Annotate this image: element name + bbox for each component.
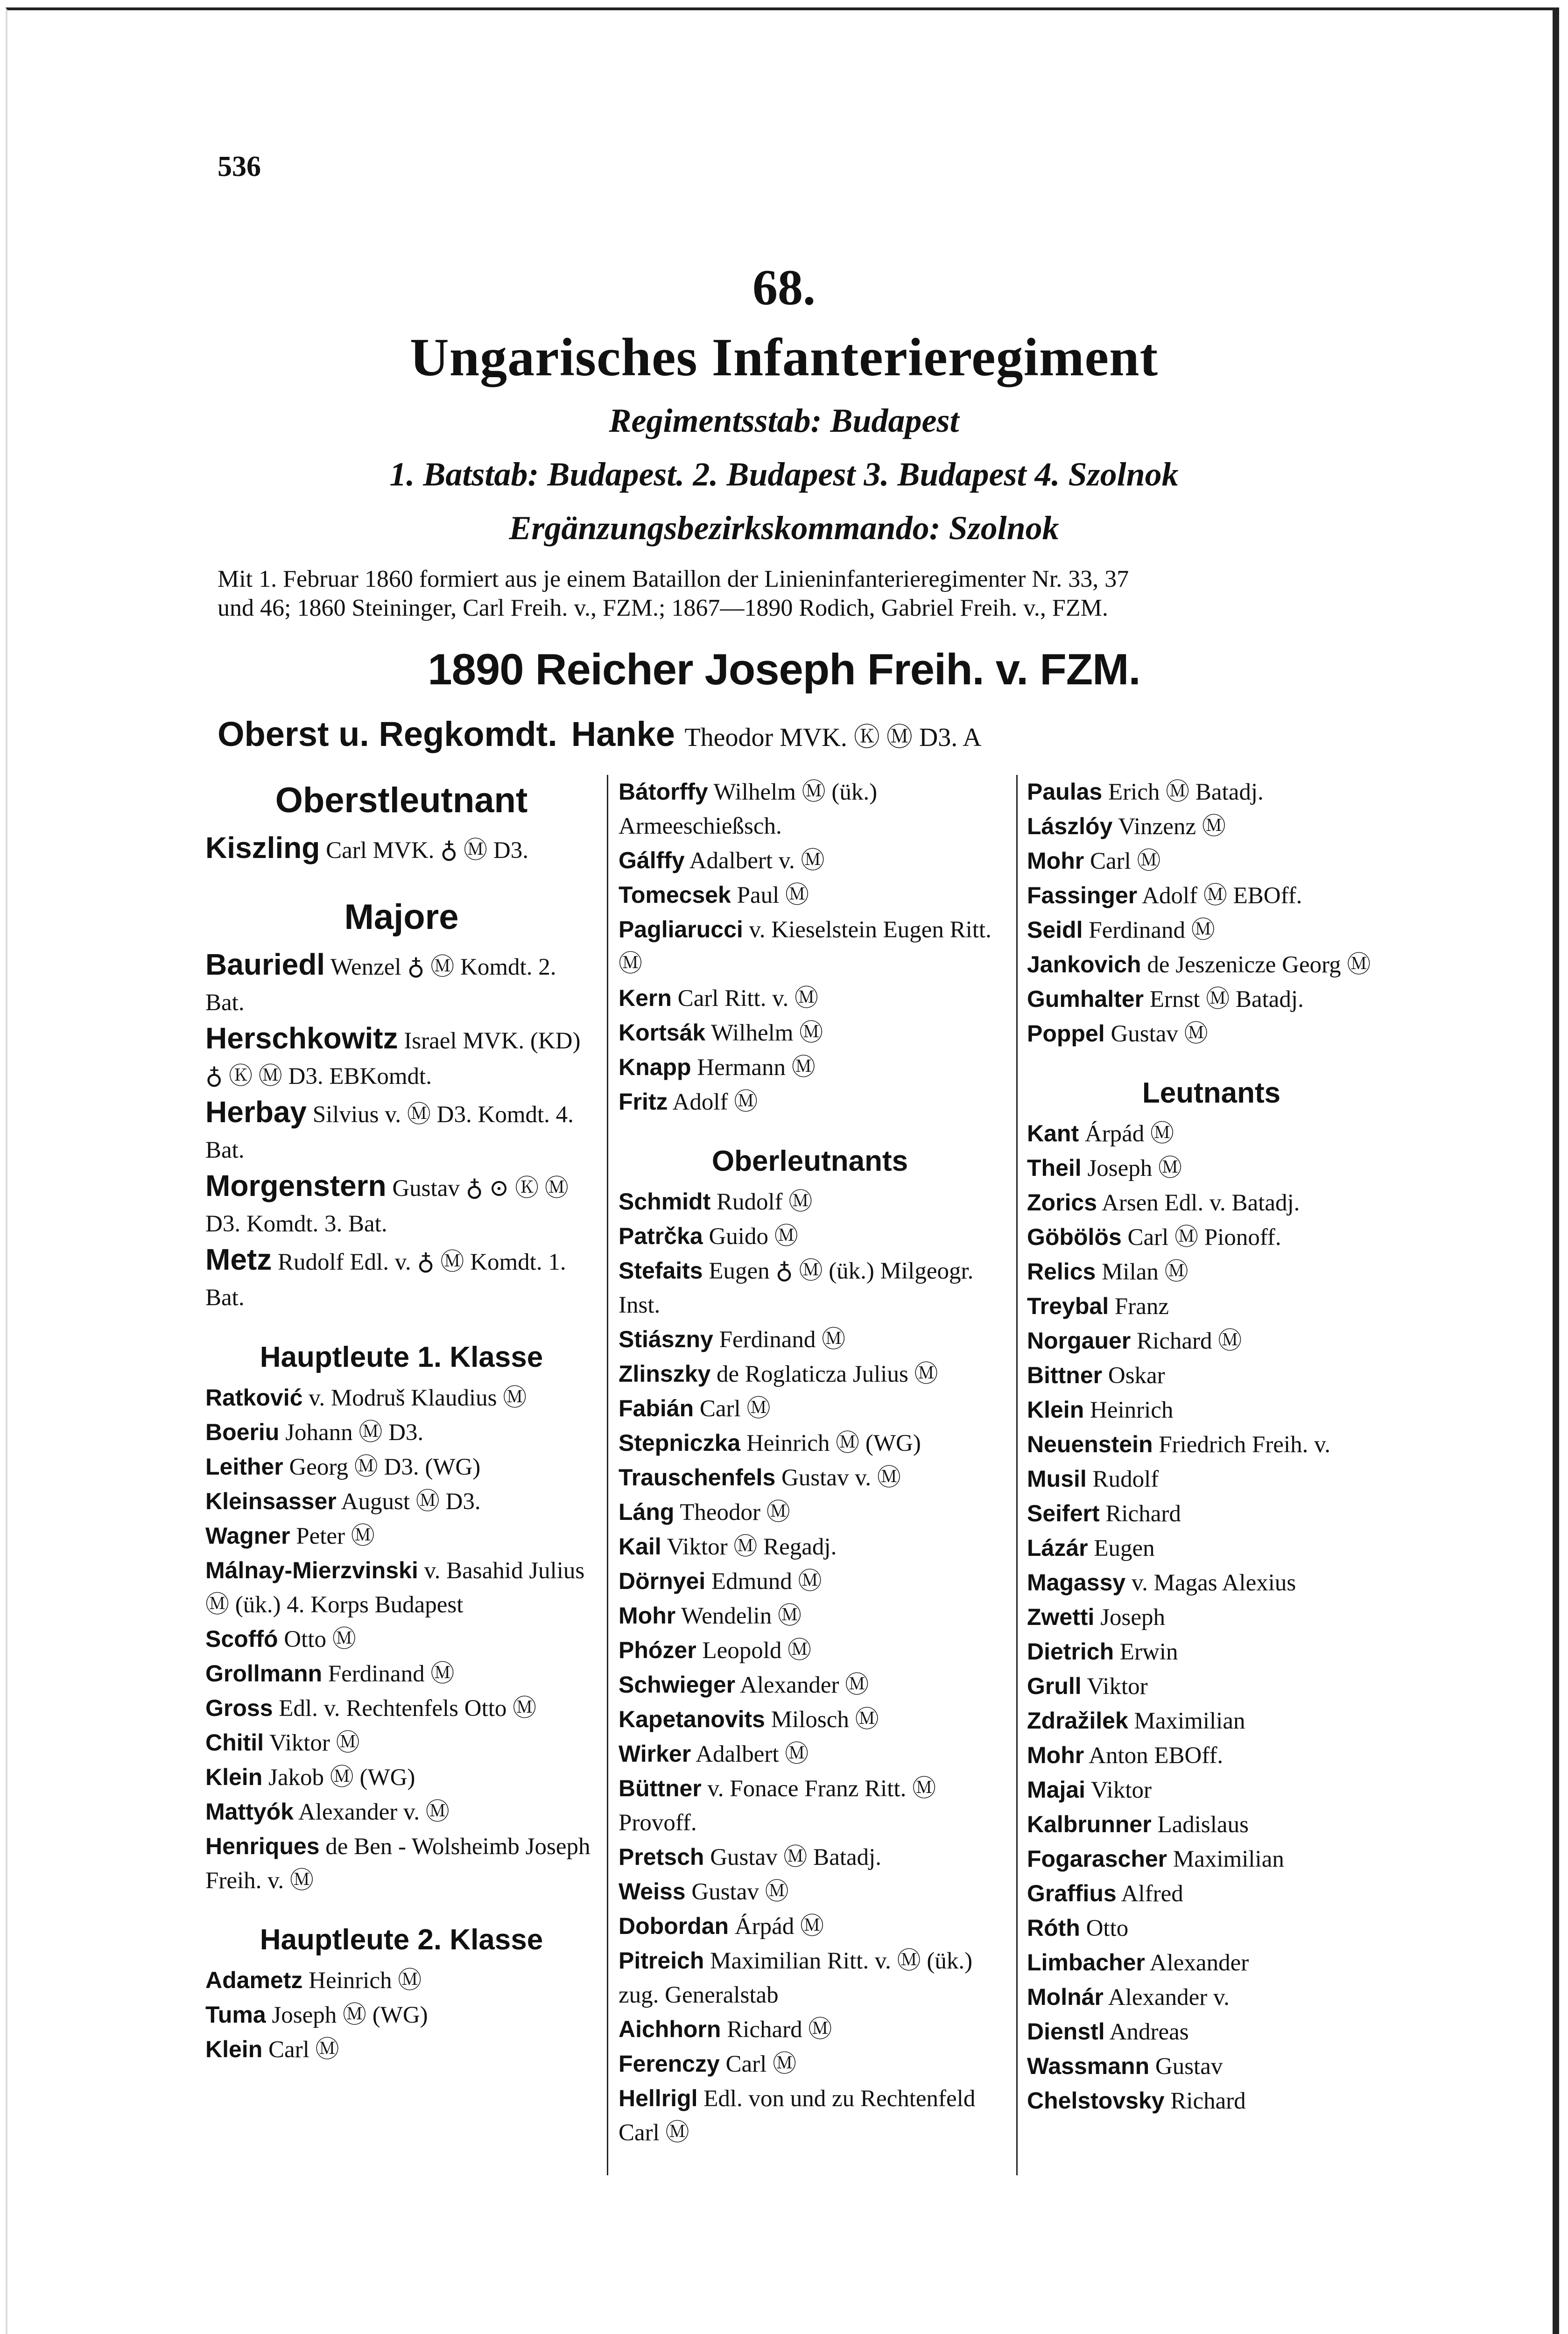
officer-details: Peter Ⓜ <box>290 1523 375 1549</box>
officer-surname: Mohr <box>1027 1742 1084 1768</box>
officer-entry <box>1027 913 1396 948</box>
officer-entry <box>1027 1980 1396 2015</box>
officer-entry <box>205 2032 598 2067</box>
officer-details: Eugen <box>1088 1535 1155 1561</box>
officer-surname: Büttner <box>619 1775 702 1801</box>
officer-entry <box>1027 879 1396 913</box>
officer-details: Carl Ⓜ <box>1084 848 1161 874</box>
officer-details: Alexander <box>1145 1950 1249 1976</box>
erganzung-line: Ergänzungsbezirkskommando: Szolnok <box>509 509 1059 547</box>
officer-surname: Lászlóy <box>1027 813 1113 839</box>
officer-entry <box>619 1322 1001 1357</box>
officer-surname: Theil <box>1027 1155 1082 1181</box>
officer-details: Edl. v. Rechtenfels Otto Ⓜ <box>273 1695 537 1722</box>
officer-surname: Knapp <box>619 1054 691 1080</box>
officer-entry <box>1027 844 1396 879</box>
officer-details: v. Kieselstein Eugen Ritt. Ⓜ <box>619 917 991 977</box>
officer-details: Richard <box>1099 1501 1181 1527</box>
officer-surname: Weiss <box>619 1878 686 1905</box>
officer-surname: Wagner <box>205 1523 290 1549</box>
officer-entry <box>205 1484 598 1519</box>
officer-entry <box>205 1691 598 1726</box>
officer-entry <box>619 844 1001 878</box>
officer-entry <box>1027 1566 1396 1600</box>
officer-details: de Roglaticza Julius Ⓜ <box>710 1361 938 1387</box>
officer-surname: Zlinszky <box>619 1361 711 1387</box>
officer-surname: Kail <box>619 1533 661 1560</box>
officer-surname: Kant <box>1027 1120 1079 1146</box>
officer-details: Erich Ⓜ Batadj. <box>1102 779 1264 805</box>
officer-details: Hermann Ⓜ <box>691 1055 816 1081</box>
officer-details: Rudolf Edl. v. ♁ Ⓜ Komdt. 1. Bat. <box>205 1249 566 1311</box>
officer-details: Vinzenz Ⓜ <box>1112 814 1226 840</box>
officer-entry <box>1027 1324 1396 1358</box>
officer-entry <box>1027 1017 1396 1051</box>
officer-entry <box>619 775 1001 844</box>
officer-entry <box>619 1461 1001 1495</box>
officer-surname: Phózer <box>619 1637 696 1663</box>
officer-surname: Bittner <box>1027 1362 1103 1388</box>
officer-surname: Chitil <box>205 1729 264 1756</box>
officer-surname: Aichhorn <box>619 2016 721 2042</box>
officer-entry <box>1027 1289 1396 1324</box>
section-spacer <box>205 868 598 892</box>
officer-entry <box>1027 1255 1396 1289</box>
officer-details: Silvius v. Ⓜ D3. Komdt. 4. Bat. <box>205 1102 574 1163</box>
officer-entry <box>205 1657 598 1691</box>
officer-entry <box>619 1495 1001 1530</box>
officer-details: de Ben - Wolsheimb Joseph Freih. v. Ⓜ <box>205 1834 591 1894</box>
officer-surname: Hellrigl <box>619 2085 698 2111</box>
officer-entry <box>205 1726 598 1760</box>
officer-entry <box>619 1426 1001 1461</box>
officer-surname: Stepniczka <box>619 1430 741 1456</box>
officer-entry <box>205 1554 598 1622</box>
officer-entry <box>205 1795 598 1829</box>
officer-entry <box>205 1168 598 1242</box>
officer-details: Jakob Ⓜ (WG) <box>262 1765 415 1791</box>
officer-details: Gustav v. Ⓜ <box>775 1465 901 1491</box>
officer-details: Carl Ⓜ Pionoff. <box>1121 1224 1281 1251</box>
officer-entry <box>205 1519 598 1554</box>
officer-details: Viktor <box>1085 1777 1152 1803</box>
officer-surname: Fabián <box>619 1395 694 1421</box>
officer-surname: Wassmann <box>1027 2053 1150 2079</box>
officer-details: Ferdinand Ⓜ <box>713 1327 846 1353</box>
officer-surname: Dobordan <box>619 1913 729 1939</box>
officer-details: v. Modruš Klaudius Ⓜ <box>302 1385 527 1411</box>
officer-entry <box>205 1381 598 1415</box>
officer-entry <box>619 878 1001 913</box>
officer-entry <box>619 1909 1001 1944</box>
officer-entry <box>619 1702 1001 1737</box>
officer-surname: Stiászny <box>619 1326 713 1352</box>
officer-entry <box>1027 1220 1396 1255</box>
officer-surname: Göbölös <box>1027 1224 1122 1250</box>
officer-details: Joseph Ⓜ (WG) <box>266 2002 428 2028</box>
officer-details: Maximilian <box>1128 1708 1245 1734</box>
officer-details: Carl Ⓜ <box>262 2037 339 2063</box>
officer-entry <box>1027 1946 1396 1980</box>
officer-entry <box>619 1737 1001 1772</box>
officer-surname: Zdražilek <box>1027 1708 1128 1734</box>
officer-entry <box>1027 1669 1396 1704</box>
officer-surname: Grull <box>1027 1673 1082 1699</box>
officer-details: Wendelin Ⓜ <box>675 1603 802 1629</box>
officer-details: Wilhelm Ⓜ (ük.) Armeeschießsch. <box>619 779 878 839</box>
officer-details: Milan Ⓜ <box>1096 1259 1188 1285</box>
officer-details: Ferdinand Ⓜ <box>1083 917 1215 943</box>
officer-surname: Boeriu <box>205 1419 280 1445</box>
officer-entry <box>619 1357 1001 1392</box>
officer-entry <box>1027 1427 1396 1462</box>
officer-details: Wilhelm Ⓜ <box>705 1020 823 1046</box>
officer-surname: Patrčka <box>619 1223 703 1249</box>
officer-details: Maximilian <box>1167 1846 1284 1872</box>
officer-details: Arsen Edl. v. Batadj. <box>1097 1190 1300 1216</box>
officer-details: Joseph Ⓜ <box>1081 1155 1182 1181</box>
officer-entry <box>619 1599 1001 1633</box>
officer-surname: Poppel <box>1027 1020 1105 1047</box>
officer-entry <box>1027 1600 1396 1635</box>
officer-details: Gustav ♁ ⊙ Ⓚ Ⓜ D3. Komdt. 3. Bat. <box>205 1175 569 1237</box>
column-divider <box>1016 775 1018 2175</box>
officer-surname: Málnay-Mierzvinski <box>205 1557 418 1583</box>
officer-surname: Kapetanovits <box>619 1706 765 1732</box>
officer-surname: Mohr <box>619 1603 676 1629</box>
section-heading: Leutnants <box>1142 1077 1281 1109</box>
officer-surname: Musil <box>1027 1466 1087 1492</box>
officer-entry <box>1027 2049 1396 2084</box>
officer-entry <box>619 1668 1001 1702</box>
officer-entry <box>205 830 598 868</box>
officer-surname: Fogarascher <box>1027 1846 1167 1872</box>
officer-surname: Mohr <box>1027 848 1084 874</box>
officer-entry <box>1027 809 1396 844</box>
officer-surname: Láng <box>619 1499 675 1525</box>
officer-surname: Schmidt <box>619 1188 711 1215</box>
officer-details: Richard Ⓜ <box>721 2017 832 2043</box>
batstab-line: 1. Batstab: Budapest. 2. Budapest 3. Budapest 4. Szolnok <box>389 456 1179 493</box>
officer-details: Eugen ♁ Ⓜ (ük.) Milgeogr. Inst. <box>619 1258 974 1318</box>
officer-surname: Herschkowitz <box>205 1021 398 1055</box>
officer-details: Leopold Ⓜ <box>696 1638 812 1664</box>
officer-entry <box>619 981 1001 1016</box>
officer-entry <box>619 2012 1001 2047</box>
officer-details: Heinrich Ⓜ <box>302 1968 422 1994</box>
officer-entry <box>1027 1531 1396 1566</box>
officer-surname: Ferenczy <box>619 2051 720 2077</box>
officer-details: Paul Ⓜ <box>731 882 809 908</box>
officer-details: Milosch Ⓜ <box>765 1707 879 1733</box>
officer-surname: Grollmann <box>205 1660 323 1687</box>
officer-surname: Stefaits <box>619 1258 703 1284</box>
officer-details: Rudolf <box>1086 1466 1159 1492</box>
officer-surname: Bauriedl <box>205 948 325 981</box>
officer-entry <box>619 1185 1001 1219</box>
officer-surname: Norgauer <box>1027 1328 1131 1354</box>
history-line: Mit 1. Februar 1860 formiert aus je einem Bataillon der Linieninfanterieregimenter Nr. 33, 37 <box>218 566 1129 592</box>
officer-surname: Graffius <box>1027 1880 1117 1906</box>
officer-entry <box>205 1760 598 1795</box>
officer-surname: Mattyók <box>205 1799 294 1825</box>
officer-details: Gustav Ⓜ <box>1104 1021 1208 1047</box>
officer-entry <box>1027 1186 1396 1220</box>
officer-details: Viktor Ⓜ Regadj. <box>661 1534 837 1560</box>
officer-details: Richard <box>1164 2088 1246 2114</box>
section-heading: Oberleutnants <box>711 1145 908 1177</box>
officer-surname: Treybal <box>1027 1293 1109 1319</box>
officer-details: Guido Ⓜ <box>703 1223 798 1250</box>
officer-entry <box>205 1829 598 1898</box>
officer-surname: Gross <box>205 1695 273 1721</box>
officer-surname: Róth <box>1027 1915 1080 1941</box>
officer-details: Otto <box>1080 1915 1129 1941</box>
officer-entry <box>1027 1635 1396 1669</box>
regiment-title: Ungarisches Infanterieregiment <box>409 328 1159 387</box>
officer-surname: Adametz <box>205 1967 303 1993</box>
officer-details: Árpád Ⓜ <box>729 1913 824 1940</box>
officer-surname: Zwetti <box>1027 1604 1095 1630</box>
officer-details: Wenzel ♁ Ⓜ Komdt. 2. Bat. <box>205 954 556 1016</box>
officer-entry <box>1027 1358 1396 1393</box>
officer-details: Ladislaus <box>1151 1812 1249 1838</box>
officer-entry <box>1027 982 1396 1017</box>
officer-surname: Schwieger <box>619 1672 736 1698</box>
officer-surname: Leither <box>205 1454 283 1480</box>
officer-details: v. Magas Alexius <box>1125 1570 1296 1596</box>
officer-surname: Magassy <box>1027 1569 1126 1596</box>
officer-surname: Seifert <box>1027 1500 1100 1526</box>
section-heading: Majore <box>344 897 459 937</box>
history-paragraph <box>218 565 1380 623</box>
section-heading: Oberstleutnant <box>275 780 528 820</box>
officer-surname: Dienstl <box>1027 2018 1105 2045</box>
officer-details: Viktor <box>1081 1673 1148 1700</box>
officer-details: Adolf Ⓜ <box>668 1089 758 1115</box>
officer-entry <box>619 2081 1001 2150</box>
officer-surname: Dietrich <box>1027 1638 1114 1665</box>
officer-details: Oskar <box>1102 1363 1165 1389</box>
oberst-detail: Theodor MVK. Ⓚ Ⓜ D3. A <box>684 723 982 752</box>
officer-details: Maximilian Ritt. v. Ⓜ (ük.) zug. Generalstab <box>619 1948 973 2008</box>
officer-entry <box>1027 1151 1396 1186</box>
officer-surname: Morgenstern <box>205 1169 387 1202</box>
officer-entry <box>205 1415 598 1450</box>
officer-details: Edmund Ⓜ <box>705 1568 822 1595</box>
officer-details: Richard Ⓜ <box>1131 1328 1242 1354</box>
officer-details: Alexander Ⓜ <box>735 1672 869 1698</box>
officer-details: Gustav Ⓜ Batadj. <box>704 1844 882 1870</box>
officer-details: Carl MVK. ♁ Ⓜ D3. <box>320 837 529 864</box>
officer-details: Alexander v. <box>1103 1984 1230 2011</box>
officer-surname: Molnár <box>1027 1984 1104 2010</box>
officer-details: Erwin <box>1114 1639 1178 1665</box>
officer-details: Gustav <box>1149 2053 1223 2080</box>
officer-entry <box>1027 1117 1396 1151</box>
officer-details: Joseph <box>1094 1604 1166 1631</box>
officer-details: Heinrich <box>1084 1397 1174 1423</box>
officer-details: Andreas <box>1104 2019 1189 2045</box>
officer-surname: Kern <box>619 985 672 1011</box>
officer-surname: Klein <box>205 2036 263 2062</box>
officer-surname: Wirker <box>619 1741 691 1767</box>
officer-details: Carl Ⓜ <box>719 2051 797 2077</box>
officer-surname: Pretsch <box>619 1844 704 1870</box>
officer-entry <box>619 1530 1001 1564</box>
section-heading: Hauptleute 1. Klasse <box>260 1341 543 1373</box>
officer-entry <box>1027 775 1396 809</box>
officer-entry <box>1027 1497 1396 1531</box>
officer-entry <box>619 1085 1001 1119</box>
officer-surname: Herbay <box>205 1095 307 1129</box>
officer-details: Theodor Ⓜ <box>674 1499 790 1526</box>
officer-entry <box>619 1633 1001 1668</box>
officer-entry <box>619 913 1001 981</box>
officer-details: Franz <box>1109 1294 1169 1320</box>
officer-details: Adolf Ⓜ EBOff. <box>1137 883 1302 909</box>
officer-entry <box>619 1050 1001 1085</box>
officer-entry <box>1027 1842 1396 1877</box>
officer-entry <box>619 1016 1001 1050</box>
officer-entry <box>205 1622 598 1657</box>
page-number: 536 <box>218 151 261 183</box>
officer-details: Otto Ⓜ <box>278 1626 356 1652</box>
officer-surname: Henriques <box>205 1833 320 1859</box>
officer-details: Johann Ⓜ D3. <box>279 1420 424 1446</box>
officer-entry <box>619 1564 1001 1599</box>
officer-details: Adalbert Ⓜ <box>691 1741 809 1767</box>
officer-entry <box>205 1450 598 1484</box>
officer-surname: Metz <box>205 1243 272 1276</box>
officer-details: Alexander v. Ⓜ <box>293 1799 450 1825</box>
officer-entry <box>205 1998 598 2032</box>
officer-entry <box>205 1963 598 1998</box>
officer-entry <box>619 1254 1001 1322</box>
officer-entry <box>1027 948 1396 982</box>
officer-entry <box>1027 1704 1396 1738</box>
officer-entry <box>619 1392 1001 1426</box>
oberst-label: Oberst u. Regkomdt. <box>218 715 557 753</box>
officer-entry <box>205 1094 598 1168</box>
officer-surname: Kleinsasser <box>205 1488 337 1514</box>
officer-column-1 <box>205 775 598 2067</box>
regiment-inhaber: 1890 Reicher Joseph Freih. v. FZM. <box>428 645 1140 694</box>
officer-surname: Kiszling <box>205 831 320 865</box>
officer-surname: Fassinger <box>1027 882 1138 908</box>
oberst-name: Hanke <box>571 715 675 753</box>
officer-surname: Trauschenfels <box>619 1464 776 1490</box>
officer-surname: Neuenstein <box>1027 1431 1153 1457</box>
officer-entry <box>619 1840 1001 1875</box>
officer-details: Edl. von und zu Rechtenfeld Carl Ⓜ <box>619 2086 976 2146</box>
officer-entry <box>1027 1807 1396 1842</box>
officer-details: Israel MVK. (KD) ♁ Ⓚ Ⓜ D3. EBKomdt. <box>205 1028 581 1090</box>
section-heading: Hauptleute 2. Klasse <box>260 1924 543 1956</box>
officer-surname: Scoffó <box>205 1626 278 1652</box>
officer-surname: Fritz <box>619 1089 668 1115</box>
officer-details: de Jeszenicze Georg Ⓜ <box>1141 952 1371 978</box>
officer-details: Carl Ritt. v. Ⓜ <box>671 985 818 1012</box>
officer-details: v. Basahid Julius Ⓜ (ük.) 4. Korps Budapest <box>205 1558 585 1618</box>
officer-details: Árpád Ⓜ <box>1079 1121 1174 1147</box>
officer-details: Rudolf Ⓜ <box>710 1189 813 1215</box>
officer-surname: Kalbrunner <box>1027 1811 1152 1837</box>
officer-entry <box>619 1219 1001 1254</box>
officer-details: v. Fonace Franz Ritt. Ⓜ Provoff. <box>619 1776 936 1836</box>
officer-surname: Chelstovsky <box>1027 2088 1165 2114</box>
officer-surname: Dörnyei <box>619 1568 706 1594</box>
officer-surname: Ratković <box>205 1385 303 1411</box>
officer-details: Georg Ⓜ D3. (WG) <box>283 1454 481 1480</box>
officer-entry <box>619 2047 1001 2081</box>
officer-surname: Pagliarucci <box>619 916 743 942</box>
officer-surname: Lázár <box>1027 1535 1088 1561</box>
officer-entry <box>1027 1738 1396 1773</box>
officer-surname: Relics <box>1027 1258 1096 1285</box>
officer-details: Viktor Ⓜ <box>263 1730 360 1756</box>
officer-entry <box>1027 1462 1396 1497</box>
history-line: und 46; 1860 Steininger, Carl Freih. v., FZM.; 1867—1890 Rodich, Gabriel Freih. v., FZM. <box>218 595 1108 621</box>
officer-surname: Kortsák <box>619 1019 706 1046</box>
officer-entry <box>1027 1911 1396 1946</box>
officer-entry <box>1027 1877 1396 1911</box>
officer-entry <box>205 1242 598 1315</box>
officer-details: Ernst Ⓜ Batadj. <box>1144 986 1304 1012</box>
officer-entry <box>1027 1773 1396 1807</box>
officer-entry <box>619 1944 1001 2012</box>
officer-surname: Majai <box>1027 1777 1086 1803</box>
officer-details: Anton EBOff. <box>1084 1743 1223 1769</box>
officer-surname: Gálffy <box>619 847 685 873</box>
officer-surname: Limbacher <box>1027 1949 1145 1975</box>
officer-entry <box>1027 2015 1396 2049</box>
officer-details: Ferdinand Ⓜ <box>322 1661 455 1687</box>
column-divider <box>607 775 608 2175</box>
officer-surname: Gumhalter <box>1027 986 1144 1012</box>
officer-entry <box>1027 1393 1396 1427</box>
officer-surname: Klein <box>1027 1397 1084 1423</box>
officer-surname: Jankovich <box>1027 951 1141 977</box>
officer-details: August Ⓜ D3. <box>336 1489 481 1515</box>
officer-surname: Pitreich <box>619 1947 704 1974</box>
oberst-line <box>218 714 982 754</box>
officer-column-2 <box>619 775 1001 2150</box>
officer-entry <box>205 1020 598 1094</box>
officer-entry <box>619 1875 1001 1909</box>
officer-surname: Bátorffy <box>619 779 708 805</box>
officer-details: Carl Ⓜ <box>694 1396 771 1422</box>
officer-entry <box>1027 2084 1396 2118</box>
officer-surname: Paulas <box>1027 779 1103 805</box>
officer-details: Heinrich Ⓜ (WG) <box>740 1430 921 1456</box>
officer-details: Alfred <box>1116 1881 1183 1907</box>
officer-details: Adalbert v. Ⓜ <box>684 848 825 874</box>
officer-surname: Tomecsek <box>619 882 731 908</box>
officer-surname: Klein <box>205 1764 263 1790</box>
officer-details: Gustav Ⓜ <box>685 1879 789 1905</box>
regimentsstab-line: Regimentsstab: Budapest <box>609 402 959 439</box>
officer-entry <box>619 1772 1001 1840</box>
officer-surname: Seidl <box>1027 917 1083 943</box>
officer-details: Friedrich Freih. v. <box>1153 1432 1331 1458</box>
officer-entry <box>205 947 598 1020</box>
regiment-number: 68. <box>752 260 816 316</box>
officer-column-3 <box>1027 775 1396 2118</box>
officer-surname: Zorics <box>1027 1189 1097 1216</box>
officer-surname: Tuma <box>205 2002 266 2028</box>
